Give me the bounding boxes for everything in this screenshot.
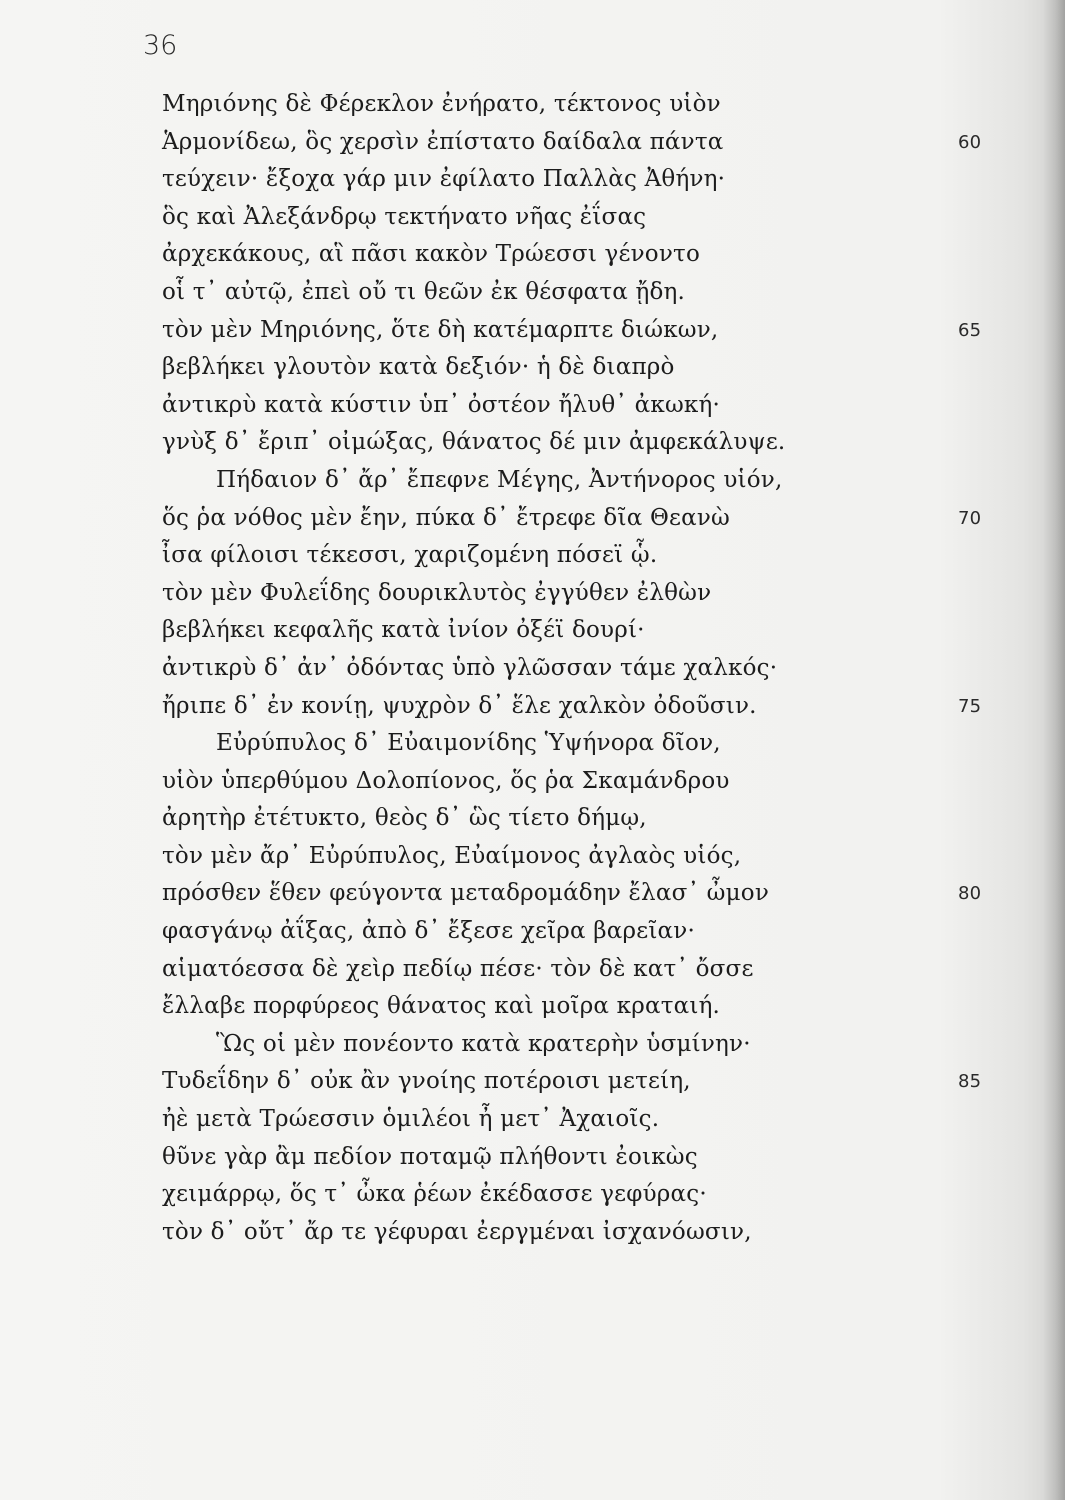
verse-text: ἠὲ μετὰ Τρώεσσιν ὁμιλέοι ἦ μετ᾽ Ἀχαιοῖς. bbox=[162, 1106, 660, 1133]
verse-text: ἀντικρὺ κατὰ κύστιν ὑπ᾽ ὀστέον ἤλυθ᾽ ἀκωκή· bbox=[162, 391, 720, 418]
verse-line bbox=[162, 575, 1022, 613]
verse-line bbox=[162, 688, 1022, 726]
verse-line bbox=[162, 951, 1022, 989]
verse-text: χειμάρρῳ, ὅς τ᾽ ὦκα ῥέων ἐκέδασσε γεφύρας· bbox=[162, 1181, 707, 1208]
verse-line bbox=[162, 199, 1022, 237]
verse-line bbox=[162, 387, 1022, 425]
verse-text: τὸν μὲν ἄρ᾽ Εὐρύπυλος, Εὐαίμονος ἀγλαὸς υἱός, bbox=[162, 842, 742, 869]
verse-line bbox=[162, 650, 1022, 688]
verse-text: θῦνε γὰρ ἂμ πεδίον ποταμῷ πλήθοντι ἐοικὼς bbox=[162, 1143, 698, 1170]
verse-line bbox=[162, 988, 1022, 1026]
verse-text: αἱματόεσσα δὲ χεὶρ πεδίῳ πέσε· τὸν δὲ κατ᾽ ὄσσε bbox=[162, 955, 754, 982]
verse-text: γνὺξ δ᾽ ἔριπ᾽ οἰμώξας, θάνατος δέ μιν ἀμφεκάλυψε. bbox=[162, 429, 786, 456]
verse-line bbox=[162, 349, 1022, 387]
verse-line bbox=[162, 612, 1022, 650]
verse-line bbox=[162, 424, 1022, 462]
verse-block bbox=[162, 86, 1022, 1251]
verse-text: ἶσα φίλοισι τέκεσσι, χαριζομένη πόσεϊ ᾧ. bbox=[162, 542, 658, 569]
verse-text: ὃς καὶ Ἀλεξάνδρῳ τεκτήνατο νῆας ἐΐσας bbox=[162, 203, 647, 230]
verse-line bbox=[162, 1176, 1022, 1214]
verse-text: οἷ τ᾽ αὐτῷ, ἐπεὶ οὔ τι θεῶν ἐκ θέσφατα ᾔδη. bbox=[162, 278, 686, 305]
verse-line bbox=[162, 800, 1022, 838]
verse-text: ἀντικρὺ δ᾽ ἀν᾽ ὀδόντας ὑπὸ γλῶσσαν τάμε χαλκός· bbox=[162, 654, 778, 681]
verse-text: τὸν μὲν Φυλεΐδης δουρικλυτὸς ἐγγύθεν ἐλθὼν bbox=[162, 579, 712, 606]
verse-text: βεβλήκει γλουτὸν κατὰ δεξιόν· ἡ δὲ διαπρὸ bbox=[162, 354, 675, 381]
verse-text: Ὣς οἱ μὲν πονέοντο κατὰ κρατερὴν ὑσμίνην· bbox=[216, 1030, 751, 1057]
verse-line bbox=[162, 875, 1022, 913]
verse-text: Μηριόνης δὲ Φέρεκλον ἐνήρατο, τέκτονος υἱὸν bbox=[162, 91, 721, 117]
verse-line bbox=[162, 1026, 1022, 1064]
verse-line bbox=[162, 1139, 1022, 1177]
verse-text: πρόσθεν ἕθεν φεύγοντα μεταδρομάδην ἔλασ᾽ ὦμον bbox=[162, 880, 770, 907]
verse-text: υἱὸν ὑπερθύμου Δολοπίονος, ὅς ῥα Σκαμάνδρου bbox=[162, 767, 730, 794]
verse-line bbox=[162, 124, 1022, 162]
verse-line bbox=[162, 537, 1022, 575]
verse-line bbox=[162, 86, 1022, 124]
verse-line bbox=[162, 312, 1022, 350]
verse-text: τὸν δ᾽ οὔτ᾽ ἄρ τε γέφυραι ἐεργμέναι ἰσχανόωσιν, bbox=[162, 1218, 752, 1245]
verse-line bbox=[162, 236, 1022, 274]
line-number: 60 bbox=[958, 131, 982, 153]
verse-text: Εὐρύπυλος δ᾽ Εὐαιμονίδης Ὑψήνορα δῖον, bbox=[216, 730, 721, 757]
verse-line bbox=[162, 1101, 1022, 1139]
verse-text: Πήδαιον δ᾽ ἄρ᾽ ἔπεφνε Μέγης, Ἀντήνορος υἱόν, bbox=[216, 466, 783, 493]
verse-line bbox=[162, 913, 1022, 951]
page-number: 36 bbox=[143, 30, 178, 61]
verse-text: ἀρητὴρ ἐτέτυκτο, θεὸς δ᾽ ὣς τίετο δήμῳ, bbox=[162, 805, 647, 832]
verse-text: τεύχειν· ἔξοχα γάρ μιν ἐφίλατο Παλλὰς Ἀθήνη· bbox=[162, 166, 726, 193]
line-number: 65 bbox=[958, 319, 982, 341]
verse-line bbox=[162, 763, 1022, 801]
verse-text: ἤριπε δ᾽ ἐν κονίῃ, ψυχρὸν δ᾽ ἕλε χαλκὸν ὀδοῦσιν. bbox=[162, 692, 757, 719]
verse-text: βεβλήκει κεφαλῆς κατὰ ἰνίον ὀξέϊ δουρί· bbox=[162, 617, 645, 644]
line-number: 75 bbox=[958, 695, 982, 717]
verse-text: τὸν μὲν Μηριόνης, ὅτε δὴ κατέμαρπτε διώκων, bbox=[162, 316, 719, 343]
verse-line bbox=[162, 274, 1022, 312]
verse-text: Ἁρμονίδεω, ὃς χερσὶν ἐπίστατο δαίδαλα πάντα bbox=[162, 128, 724, 155]
verse-text: ἔλλαβε πορφύρεος θάνατος καὶ μοῖρα κραταιή. bbox=[162, 993, 721, 1020]
verse-text: ἀρχεκάκους, αἳ πᾶσι κακὸν Τρώεσσι γένοντο bbox=[162, 241, 700, 268]
verse-line bbox=[162, 1063, 1022, 1101]
verse-line bbox=[162, 1214, 1022, 1252]
verse-line bbox=[162, 500, 1022, 538]
verse-line bbox=[162, 838, 1022, 876]
verse-line bbox=[162, 161, 1022, 199]
verse-line bbox=[162, 725, 1022, 763]
line-number: 80 bbox=[958, 883, 982, 905]
page-edge-shadow bbox=[1043, 0, 1065, 1500]
line-number: 70 bbox=[958, 507, 982, 529]
verse-line bbox=[162, 462, 1022, 500]
line-number: 85 bbox=[958, 1071, 982, 1093]
verse-text: φασγάνῳ ἀΐξας, ἀπὸ δ᾽ ἔξεσε χεῖρα βαρεῖαν· bbox=[162, 918, 695, 945]
verse-text: Τυδεΐδην δ᾽ οὐκ ἂν γνοίης ποτέροισι μετείη, bbox=[162, 1068, 691, 1095]
verse-text: ὅς ῥα νόθος μὲν ἔην, πύκα δ᾽ ἔτρεφε δῖα Θεανὼ bbox=[162, 504, 730, 531]
